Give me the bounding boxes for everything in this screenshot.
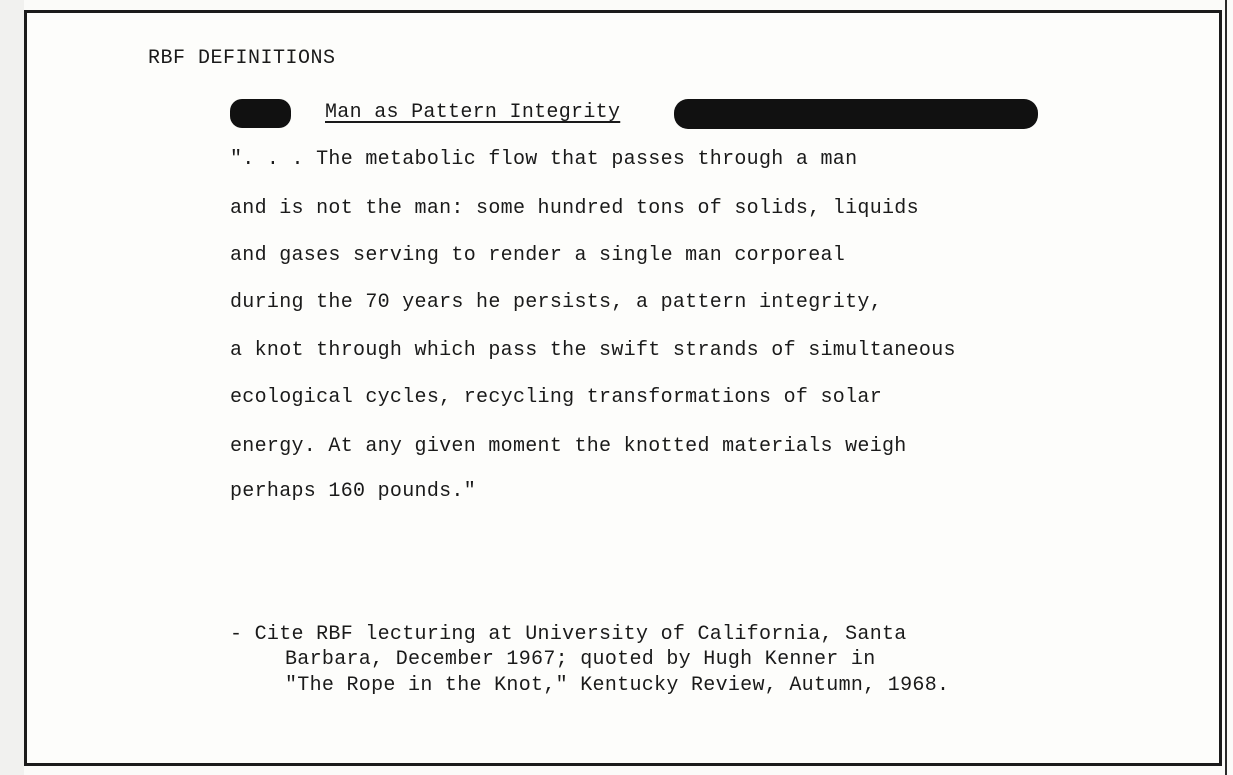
quote-line: ". . . The metabolic flow that passes through a man xyxy=(230,148,858,171)
citation-line: "The Rope in the Knot," Kentucky Review, Autumn, 1968. xyxy=(285,674,950,697)
redaction-mark-left xyxy=(230,99,291,128)
citation-line: Barbara, December 1967; quoted by Hugh Kenner in xyxy=(285,648,876,671)
quote-line: a knot through which pass the swift strands of simultaneous xyxy=(230,339,956,362)
document-heading: RBF DEFINITIONS xyxy=(148,47,336,70)
quote-line: energy. At any given moment the knotted materials weigh xyxy=(230,435,907,458)
redaction-mark-right xyxy=(674,99,1038,129)
quote-line: and gases serving to render a single man corporeal xyxy=(230,244,846,267)
definition-title: Man as Pattern Integrity xyxy=(325,101,621,124)
quote-line: during the 70 years he persists, a pattern integrity, xyxy=(230,291,883,314)
citation-line: - Cite RBF lecturing at University of California, Santa xyxy=(230,623,907,646)
quote-line: ecological cycles, recycling transformations of solar xyxy=(230,386,883,409)
quote-line: perhaps 160 pounds." xyxy=(230,480,477,503)
scan-margin xyxy=(0,0,24,775)
quote-line: and is not the man: some hundred tons of solids, liquids xyxy=(230,197,919,220)
card-right-edge xyxy=(1225,0,1227,775)
